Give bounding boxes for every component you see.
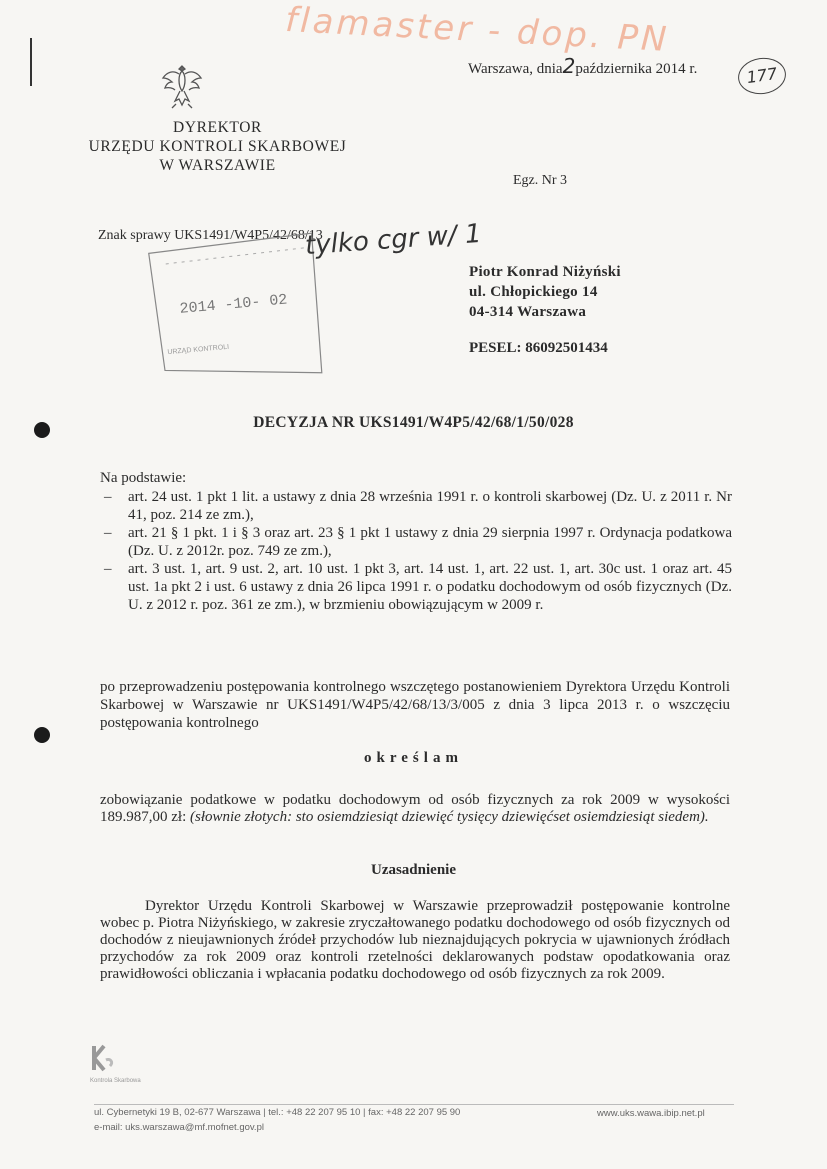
amount-text: zobowiązanie podatkowe w podatku dochodowym od osób fizycznych za rok 2009 w wysokości 189.987,00 zł:	[100, 792, 730, 825]
date-prefix: Warszawa, dnia	[468, 61, 563, 77]
handwritten-note: tylko cgr w/ 1	[304, 218, 483, 262]
recipient-pesel: PESEL: 86092501434	[469, 340, 608, 356]
office-line: W WARSZAWIE	[159, 157, 276, 174]
punch-hole	[34, 727, 50, 743]
footer-email: e-mail: uks.warszawa@mf.mofnet.gov.pl	[94, 1122, 264, 1133]
stamp-date: 2014 -10- 02	[178, 291, 289, 318]
document-date	[468, 54, 697, 78]
issuing-office	[80, 118, 355, 175]
amount-words: (słownie złotych: sto osiemdziesiąt dziewięć tysięcy dziewięćset osiemdziesiąt siedem).	[190, 809, 709, 825]
handwritten-note-top: flamaster - dop. PN	[284, 0, 671, 61]
eagle-emblem-icon	[158, 60, 206, 112]
kontrola-skarbowa-logo-icon	[88, 1042, 141, 1094]
margin-mark	[30, 38, 32, 86]
recipient-address	[469, 262, 621, 322]
list-item: – art. 3 ust. 1, art. 9 ust. 2, art. 10 ust. 1 pkt 3, art. 14 ust. 1, art. 22 ust. 1, art. 30c ust. 1 oraz art. 45 ust. 1a pkt 2 i ust. 6 ustawy z dnia 26 lipca 1991 r. o podatku dochodowym od osób fizycznych (Dz. U. z 2012 r. poz. 361 ze zm.), w brzmieniu obowiązującym w 2009 r.	[100, 560, 732, 614]
list-item: – art. 24 ust. 1 pkt 1 lit. a ustawy z dnia 28 września 1991 r. o kontroli skarbowej (Dz. U. z 2011 r. Nr 41, poz. 214 ze zm.),	[100, 488, 732, 524]
logo-text: Kontrola Skarbowa	[90, 1078, 141, 1084]
recipient-street: ul. Chłopickiego 14	[469, 284, 598, 300]
justification-heading: Uzasadnienie	[370, 862, 456, 878]
footer-website: www.uks.wawa.ibip.net.pl	[597, 1108, 705, 1119]
received-stamp	[144, 229, 328, 391]
decision-title: DECYZJA NR UKS1491/W4P5/42/68/1/50/028	[253, 414, 574, 431]
office-line: URZĘDU KONTROLI SKARBOWEJ	[88, 138, 347, 155]
handwritten-page-number: 177	[736, 55, 789, 97]
procedure-paragraph: po przeprowadzeniu postępowania kontrolnego wszczętego postanowieniem Dyrektora Urzędu Kontroli Skarbowej w Warszawie nr UKS1491/W4P5/42/68/13/3/005 z dnia 3 lipca 2013 r. o wszczęciu postępowania kontrolnego	[100, 679, 730, 731]
office-line: DYREKTOR	[173, 119, 262, 136]
footer-divider	[94, 1104, 734, 1105]
recipient-city: 04-314 Warszawa	[469, 304, 587, 320]
date-suffix: października 2014 r.	[575, 61, 698, 77]
list-item: – art. 21 § 1 pkt. 1 i § 3 oraz art. 23 § 1 pkt 1 ustawy z dnia 29 sierpnia 1997 r. Ordynacja podatkowa (Dz. U. z 2012r. poz. 749 ze zm.),	[100, 524, 732, 560]
tax-amount-paragraph	[100, 792, 730, 826]
punch-hole	[34, 422, 50, 438]
legal-basis-list	[100, 488, 732, 614]
basis-lead: Na podstawie:	[100, 470, 187, 486]
justification-paragraph: Dyrektor Urzędu Kontroli Skarbowej w Warszawie przeprowadził postępowanie kontrolne wobec p. Piotra Niżyńskiego, w zakresie zryczałtowanego podatku dochodowego od osób fizycznych od dochodów z nieujawnionych źródeł przychodów lub nieznajdujących pokrycia w ujawnionych źródłach przychodów za rok 2009 oraz kontroli rzetelności deklarowanych podstaw opodatkowania oraz prawidłowości obliczania i wpłacania podatku dochodowego od osób fizycznych za rok 2009.	[100, 898, 730, 982]
date-day: 2	[562, 54, 576, 78]
decision-verb: określam	[364, 750, 463, 766]
footer-address: ul. Cybernetyki 19 B, 02-677 Warszawa | tel.: +48 22 207 95 10 | fax: +48 22 207 95 90	[94, 1107, 461, 1118]
copy-number: Egz. Nr 3	[513, 173, 568, 188]
recipient-name: Piotr Konrad Niżyński	[469, 264, 621, 280]
stamp-text: URZĄD KONTROLI	[167, 343, 230, 357]
case-number: Znak sprawy UKS1491/W4P5/42/68/13	[98, 228, 323, 243]
